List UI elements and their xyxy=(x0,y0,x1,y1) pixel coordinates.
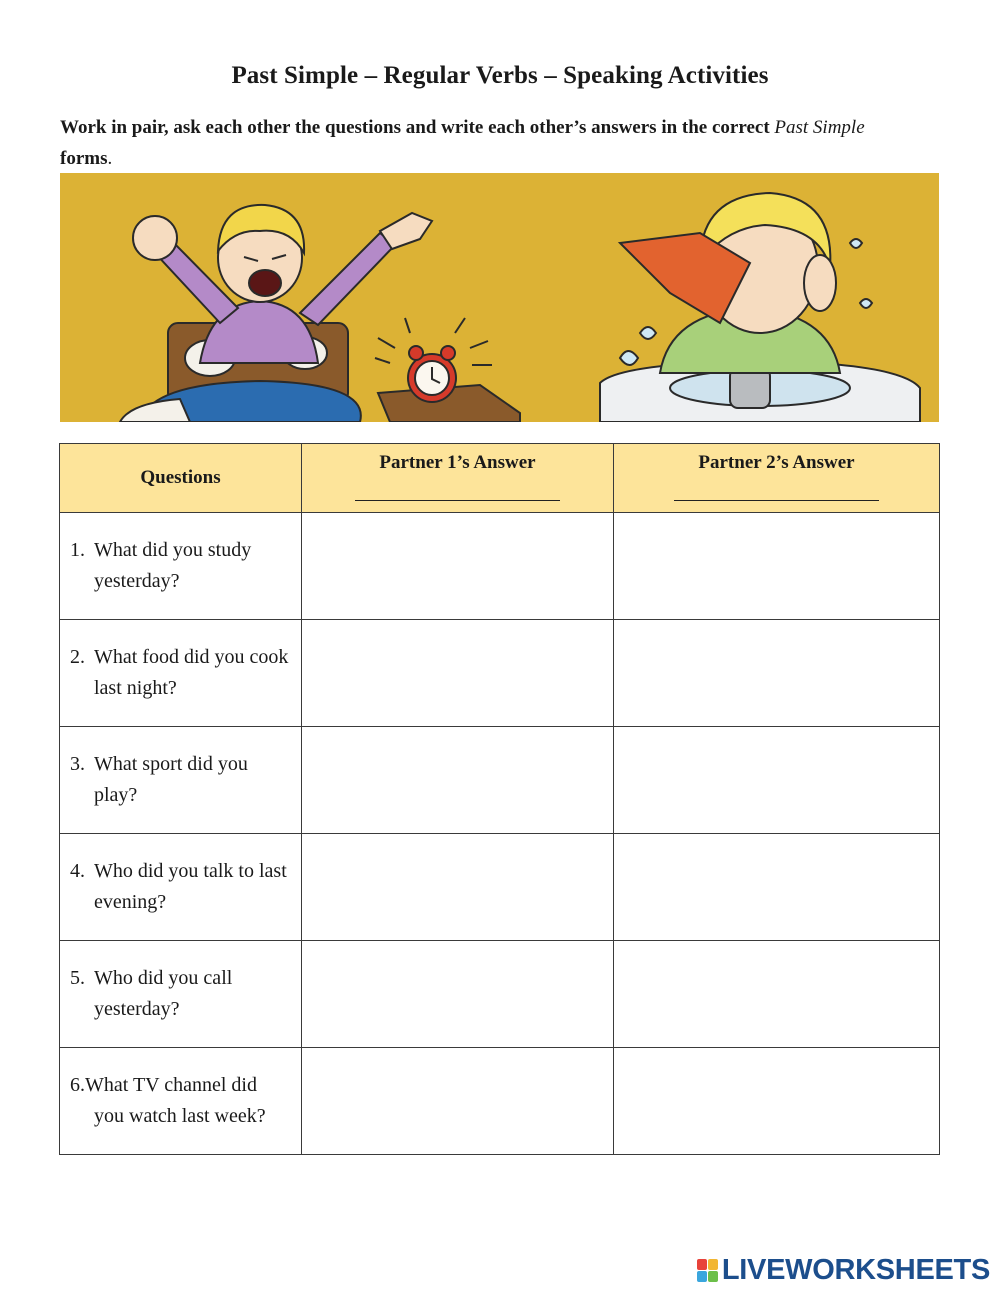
liveworksheets-logo xyxy=(697,1254,990,1287)
partner1-name-line[interactable] xyxy=(355,500,560,501)
partner2-name-line[interactable] xyxy=(674,500,879,501)
table-row xyxy=(60,513,940,620)
partner1-answer-cell[interactable] xyxy=(302,941,614,1048)
partner1-answer-cell[interactable] xyxy=(302,620,614,727)
liveworksheets-logo-text: LIVEWORKSHEETS xyxy=(721,1254,990,1286)
question-cell xyxy=(60,1048,302,1155)
table-row xyxy=(60,727,940,834)
question-text: Who did you talk to last evening? xyxy=(94,860,287,913)
partner1-answer-cell[interactable] xyxy=(302,834,614,941)
worksheet-title: Past Simple – Regular Verbs – Speaking Activities xyxy=(231,62,769,89)
instructions-text: Work in pair, ask each other the questions and write each other’s answers in the correct xyxy=(60,117,775,138)
question-cell xyxy=(60,727,302,834)
question-cell xyxy=(60,834,302,941)
partner1-answer-cell[interactable] xyxy=(302,513,614,620)
morning-routine-cartoon xyxy=(60,173,939,422)
instructions xyxy=(60,112,940,174)
alarm-clock-figure xyxy=(375,318,520,422)
table-row xyxy=(60,941,940,1048)
question-text: Who did you call yesterday? xyxy=(94,967,233,1020)
answers-table xyxy=(59,443,940,1155)
instructions-text-end: forms xyxy=(60,148,108,169)
question-number: 1. xyxy=(70,539,85,561)
partner2-answer-cell[interactable] xyxy=(614,941,940,1048)
partner1-answer-cell[interactable] xyxy=(302,727,614,834)
question-number: 2. xyxy=(70,646,85,668)
question-text: What sport did you play? xyxy=(94,753,248,806)
question-number: 4. xyxy=(70,860,85,882)
yawning-child-figure xyxy=(120,205,432,422)
question-number: 6. xyxy=(70,1074,85,1096)
table-row xyxy=(60,620,940,727)
question-text: What did you study yesterday? xyxy=(94,539,252,592)
header-partner1 xyxy=(302,444,614,513)
table-row xyxy=(60,1048,940,1155)
header-questions: Questions xyxy=(60,444,302,513)
table-row xyxy=(60,834,940,941)
washing-child-figure xyxy=(600,193,920,422)
partner1-answer-cell[interactable] xyxy=(302,1048,614,1155)
question-text: What TV channel did xyxy=(85,1074,257,1096)
partner2-answer-cell[interactable] xyxy=(614,620,940,727)
question-text-continued: you watch last week? xyxy=(94,1105,266,1127)
question-number: 5. xyxy=(70,967,85,989)
partner2-answer-cell[interactable] xyxy=(614,834,940,941)
header-partner2-label: Partner 2’s Answer xyxy=(698,451,855,473)
partner2-answer-cell[interactable] xyxy=(614,727,940,834)
instructions-italic: Past Simple xyxy=(774,117,865,138)
question-number: 3. xyxy=(70,753,85,775)
table-header-row xyxy=(60,444,940,513)
cartoon-illustration xyxy=(60,173,939,422)
question-cell xyxy=(60,941,302,1048)
header-partner1-label: Partner 1’s Answer xyxy=(379,451,536,473)
question-cell xyxy=(60,513,302,620)
partner2-answer-cell[interactable] xyxy=(614,513,940,620)
question-cell xyxy=(60,620,302,727)
partner2-answer-cell[interactable] xyxy=(614,1048,940,1155)
liveworksheets-mark-icon xyxy=(697,1259,719,1283)
header-partner2 xyxy=(614,444,940,513)
question-text: What food did you cook last night? xyxy=(94,646,289,699)
instructions-period: . xyxy=(107,148,113,169)
